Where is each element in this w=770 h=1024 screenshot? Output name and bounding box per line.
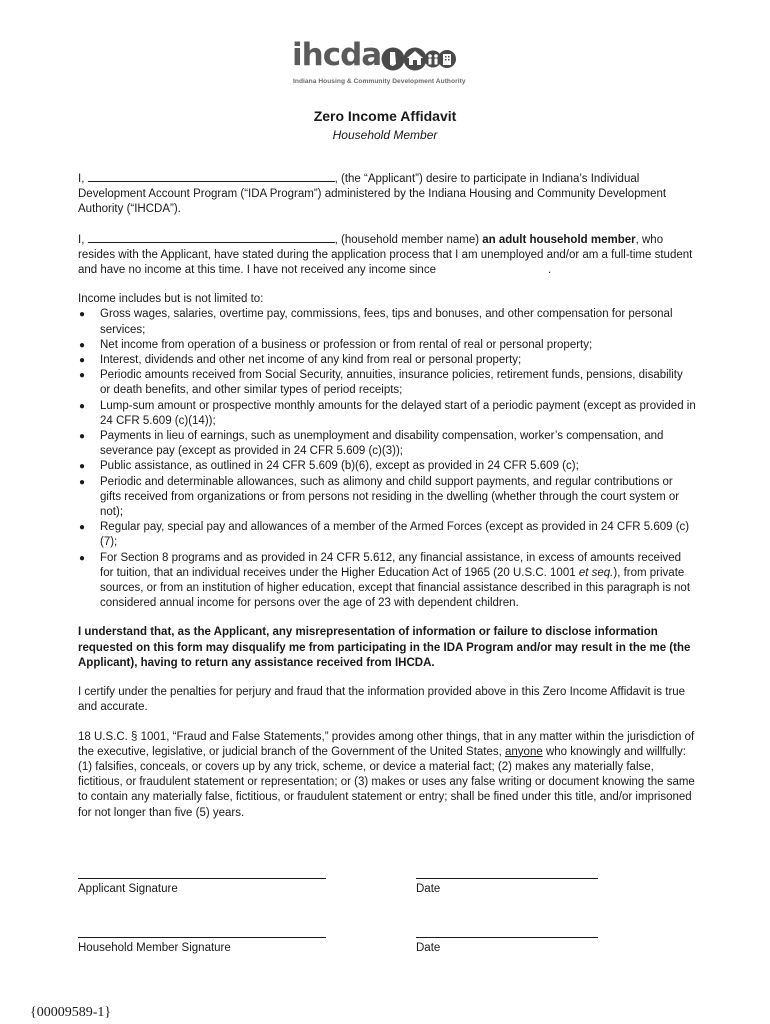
indiana-state-icon	[382, 48, 405, 71]
form-subtitle: Household Member	[332, 128, 438, 142]
list-item: ● Periodic amounts received from Social Security, annuities, insurance policies, retirement funds, pensions, disability or death benefits, and other similar types of period receipts;	[79, 369, 683, 397]
list-item: ● Public assistance, as outlined in 24 CFR 5.609 (b)(6), except as provided in 24 CFR 5.609 (c);	[79, 460, 579, 473]
form-title: Zero Income Affidavit	[313, 108, 457, 124]
building-icon	[438, 50, 456, 68]
list-item: ● Interest, dividends and other net income of any kind from real or personal property;	[79, 354, 522, 367]
logo-icons	[381, 46, 457, 72]
form-body	[78, 171, 696, 835]
list-item: ● For Section 8 programs and as provided in 24 CFR 5.612, any financial assistance, in excess of amounts received for tuition, that an individual receives under the Higher Education Act of 1965 (20 U.S.C. 1001 et seq.), from private sources, or from an institution of higher education, except that financial assistance described in this paragraph is not considered annual income for persons over the age of 23 with dependent children.	[79, 551, 691, 610]
ihcda-logo	[292, 37, 466, 88]
member-signature-label: Household Member Signature	[78, 942, 231, 954]
list-item: ● Periodic and determinable allowances, such as alimony and child support payments, and regular contributions or gifts received from organizations or from persons not residing in the dwelling (whether through the court system or not);	[79, 475, 680, 519]
certification-statement: I certify under the penalties for perjury and fraud that the information provided above in this Zero Income Affidavit is true and accurate.	[78, 686, 686, 714]
document-id: {00009589-1}	[30, 1005, 112, 1020]
logo-subtitle: Indiana Housing & Community Development Authority	[293, 78, 466, 85]
member-name-blank[interactable]	[88, 232, 335, 243]
applicant-paragraph: I, , (the “Applicant”) desire to participate in Indiana’s Individual Development Account Program (“IDA Program”) administered by the Indiana Housing and Community Development Authority (“IHCDA”).	[78, 173, 667, 216]
signature-line	[78, 878, 326, 879]
list-item: ● Net income from operation of a business or profession or from rental of real or personal property;	[79, 338, 593, 351]
applicant-name-blank[interactable]	[88, 171, 335, 182]
fraud-statute-paragraph: 18 U.S.C. § 1001, “Fraud and False Statements,” provides among other things, that in any matter within the jurisdiction of the executive, legislative, or judicial branch of the Government of the United States, anyone who knowingly and willfully: (1) falsifies, conceals, or covers up by any trick, scheme, or device a material fact; (2) makes any materially false, fictitious, or fraudulent statement or representation; or (3) makes or uses any false writing or document knowing the same to contain any materially false, fictitious, or fraudulent statement or entry; shall be fined under this title, and/or imprisoned for not longer than five (5) years.	[78, 730, 695, 819]
date-line	[416, 937, 598, 938]
date-line	[416, 878, 598, 879]
income-intro: Income includes but is not limited to:	[78, 293, 264, 306]
household-member-paragraph: I, , (household member name) an adult household member, who resides with the Applicant, have stated during the application process that I am unemployed and/or am a full-time student and have no income at this time. I have not received any income since .	[78, 233, 693, 277]
applicant-date-label: Date	[416, 883, 441, 895]
list-item: ● Lump-sum amount or prospective monthly amounts for the delayed start of a periodic payment (except as provided in 24 CFR 5.609 (c)(14));	[79, 399, 696, 427]
misrepresentation-warning: I understand that, as the Applicant, any misrepresentation of information or failure to disclose information requested on this form may disqualify me from participating in the IDA Program and/or may result in the me (the Applicant), having to return any assistance received from IHCDA.	[78, 626, 691, 669]
list-item: ● Regular pay, special pay and allowances of a member of the Armed Forces (except as provided in 24 CFR 5.609 (c)(7);	[79, 521, 690, 549]
applicant-signature-label: Applicant Signature	[78, 883, 178, 895]
income-list	[78, 307, 696, 611]
member-date-label: Date	[416, 942, 441, 954]
list-item: ● Payments in lieu of earnings, such as unemployment and disability compensation, worker’s compensation, and severance pay (except as provided in 24 CFR 5.609 (c)(3));	[79, 430, 664, 458]
signature-line	[78, 937, 326, 938]
house-icon	[404, 48, 427, 71]
list-item: ● Gross wages, salaries, overtime pay, commissions, fees, tips and bonuses, and other compensation for personal services;	[79, 308, 673, 336]
logo-wordmark: ihcda	[292, 37, 382, 73]
